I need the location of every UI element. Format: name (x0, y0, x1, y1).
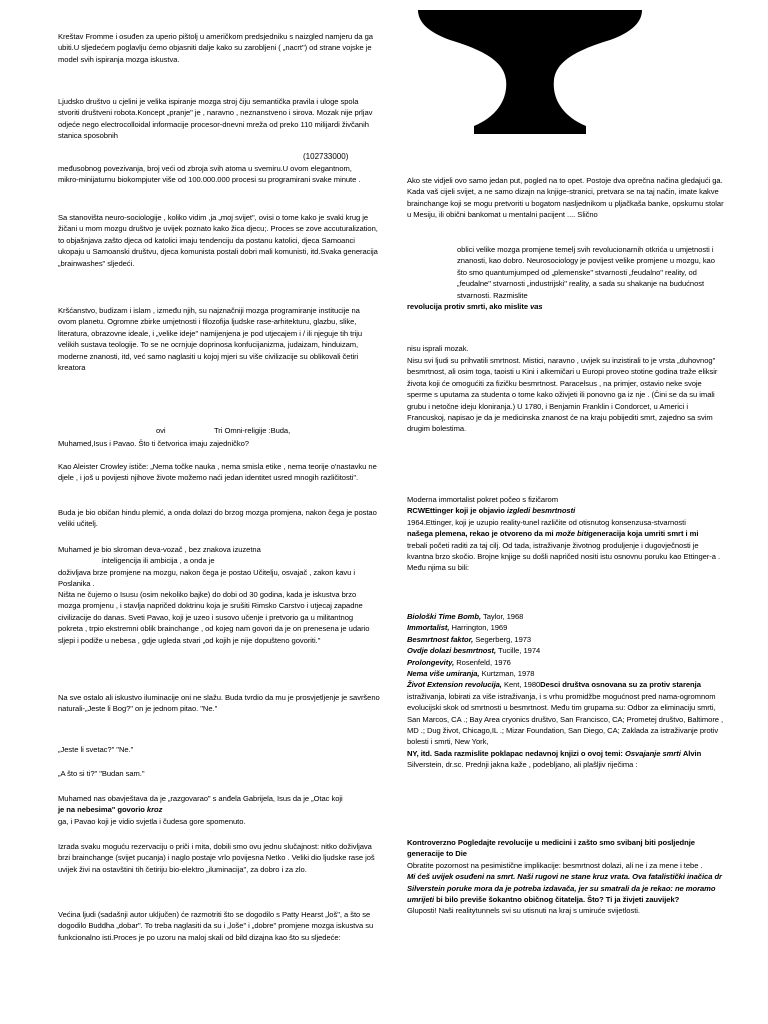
left-para-9: Muhamed je bio skroman deva-vozač , bez znakova izuzetna inteligencija ili ambicija , a onda je doživljava brze promjene na mozgu, nakon čega je postao Učitelju, osvajač , zakon kavu i Poslanika . (58, 545, 355, 589)
vase-faces-illusion-image (410, 8, 650, 138)
book-list: Biološki Time Bomb, Taylor, 1968 Immortalist, Harrington, 1969 Besmrtnost faktor, Segerberg, 1973 Ovdje dolazi besmrtnost, Tucille, 1974 Prolongevity, Rosenfeld, 1976 Nema više umiranja, Kurtzman, 1978 Život Extension revolucija, Kent, 1980Desci društva osnovana su za protiv starenja istraživanja, lobirati za više istraživanja, i s vrhu promidžbe mogućnost pred nama-ogromnom evolucijski skok od smrtnosti u besmrtnost. Među tim grupama su: Odbor za eliminaciju smrti, San Marcos, CA .; Bay Area cryonics društvo, San Francisco, CA; Prometej društvo, Baltimore , MD .; Dug život, Chicago,IL .; Mizar Foundation, San Diego, CA; Zaklada za istraživanje protiv bolesti i smrti, New York, NY, itd. Sada razmislite poklapac nedavnoj knjizi o ovoj temi: Osvajanje smrti Alvin Silverstein, dr.sc. Prednji jakna kaže , podebljano, ali plašljiv riječima : (407, 612, 724, 770)
right-para-7: Kontroverzno Pogledajte revolucije u medicini i zašto smo svibanj biti posljednje generacije to Die Obratite pozornost na pesimistične implikacije: besmrtnost dolazi, ali ne i za mene i tebe . Mi ćeš uvijek osuđeni na smrt. Naši rugovi ne stane kruz vrata. Ova fatalistički inačica dr Silverstein poruke mora da je potreba izdavača, jer su smatrali da je rekao: ne moramo umrijeti bi bilo previše šokantno običnog čitatelja. Što? Ti ja živjeti zauvijek? Gluposti! Naši realitytunnels svi su utisnuti na kraj s umiruće svijetlosti. (407, 838, 722, 916)
left-para-2: Ljudsko društvo u cjelini je velika ispiranje mozga stroj čiju semantička pravila i uloge spola stvoriti društveni robota.Koncept „pranje" je , naravno , neznanstveno i sirova. Mozak nije prljav odjeće nego electrocolloidal informacije procesor-dnevni mreža od preko 110 milijardi živčanih stanica sposobnih (58, 97, 373, 141)
book-item: Immortalist, Harrington, 1969 (407, 623, 508, 633)
left-para-5: Kršćanstvo, budizam i islam , između njih, su najznačniji mozga programiranje institucije na ovom planetu. Ogromne zbirke umjetnosti i filozofija ljudske rase-arhitekturu, glazbu, slike, literatura, obrazovne ideale, i „velike ideje" namijenjena je pod utjecajem i / ili njeguje tih triju velikih sustava teologije. To se ne ocrnjuje doprinosa konfucijanizma, judaizam, hinduizam, moderne znanosti, itd, već samo naglasiti u kojoj mjeri su više civilizacije su oblikovali četiri kreatora (58, 306, 363, 373)
left-para-12: „Jeste li svetac?" "Ne." (58, 745, 134, 754)
left-para-1: Kreštav Fromme i osuđen za uperio pištolj u američkom predsjedniku s naizgled namjeru da ga ubiti.U sljedećem poglavlju ćemo objasniti dalje kako su zarobljeni ( „nacrt") od strane vojske je model svih ispiranja mozga iskustva. (58, 32, 373, 64)
left-para-6b: Tri Omni-religije :Buda, (214, 426, 291, 435)
left-para-14: Muhamed nas obavještava da je „razgovarao" s anđela Gabrijela, Isus da je „Otac koji je na nebesima" govorio kroz ga, i Pavao koji je vidio svjetla i čudesa gore spomenuto. (58, 794, 343, 826)
left-para-7: Kao Aleister Crowley ističe: „Nema točke nauka , nema smisla etike , nema teorije o'nastavku ne djele , i još u povijesti njihove živote možemo naći jedan identitet usred mnogih različitosti". (58, 462, 377, 483)
left-para-6a: ovi (156, 426, 166, 435)
right-para-1: Ako ste vidjeli ovo samo jedan put, pogled na to opet. Postoje dva oprečna načina gledajući ga. Kada vaš cijeli svijet, a ne samo dizajn na knjige-stranici, pretvara se na taj način, imate kakve brainchange koji se mogu pretvoriti u bogatom nasljednikom u pljačkaša banke, opskurnu stolar u Mesiju, ili obični bankomat u mentalni pacijent .... Slično (407, 176, 724, 220)
right-para-2: oblici velike mozga promjene temelj svih revolucionarnih otkrića u umjetnosti i znanosti, kao dobro. Neurosociology je povijest velike promjene u mozgu, kao što smo quantumjumped od „plemenske" stvarnosti „feudalno" reality, od „feudalne" stvarnosti „industrijski" reality, a sada su shakanje na budućnost stvarnosti. Razmislite revolucija protiv smrti, ako mislite vas (407, 245, 715, 312)
neuron-count-number: (102733000) (303, 152, 349, 161)
left-para-15: Izrada svaku moguću rezervaciju o priči i mita, dobili smo ovu jednu slučajnost: nitko doživljava brzi brainchange (svijet pucanja) i naglo postaje vrlo povijesna Netko . Veliki dio ljudske rase još uvijek živi na ostavštini tih četiriju bio-elektro „iluminacija", za dobro i za zlo. (58, 842, 375, 874)
book-item: Nema više umiranja, Kurtzman, 1978 (407, 669, 535, 679)
book-item: Prolongevity, Rosenfeld, 1976 (407, 657, 511, 667)
right-para-5: Moderna immortalist pokret počeo s fizičarom RCWEttinger koji je objavio izgledi besmrtnosti 1964.Ettinger, koji je uzupio reality-tunel različite od otisnutog konsenzusa-stvarnosti našega plemena, rekao je otvoreno da mi može bitigeneracija koja umriti smrt i mi trebali početi raditi za taj cilj. Od tada, istraživanje životnog produljenje i dugovječnosti je kvantna brzo skočio. Brojne knjige su došli napričed nositi istu osnovnu poruku kao Ettinger-a . Među njima su bili: (407, 495, 721, 573)
left-para-16: Većina ljudi (sadašnji autor uključen) će razmotriti što se dogodilo s Patty Hearst „loš", a što se dogodilo Buddha „dobar". To treba naglasiti da su i „loše" i „dobre" promjene mozga iskustva su funkcionalno isti.Proces je po uzoru na maloj skali od bild dizajna kao što su sljedeće: (58, 910, 374, 942)
book-item: Besmrtnost faktor, Segerberg, 1973 (407, 634, 532, 644)
left-para-11: Na sve ostalo ali iskustvo iluminacije oni ne slažu. Buda tvrdio da mu je prosvjetljenje je savršeno naturali-„Jeste li Bog?" on je jednom pitao. "Ne." (58, 693, 380, 714)
left-para-6c: Muhamed,Isus i Pavao. Što ti četvorica imaju zajedničko? (58, 439, 249, 448)
right-para-3: nisu isprali mozak. (407, 344, 469, 353)
vase-silhouette (418, 10, 642, 134)
left-para-10: Ništa ne čujemo o Isusu (osim nekoliko bajke) do dobi od 30 godina, kada je iskustva brzo mozga promjenu , i stavlja napričed doktrinu koja je srušiti Rimsko Carstvo i utjecaj zapadne civilizacije do danas. Sveti Pavao, koji je uzeo i susovo učenje i pretvorio ga u militantnog pokreta , trpio ekstremni oblik brainchange , od kojeg nam govori da je on prenesena je udario sljepi i podiže u nebesa , gdje ugleda stvari „od kojih je nije dopušteno govoriti." (58, 590, 370, 645)
right-para-4: Nisu svi ljudi su prihvatili smrtnost. Mistici, naravno , uvijek su inzistirali to je vrsta „duhovnog" besmrtnost, ali osim toga, taoisti u Kini i alkemičari u Europi proveo stotine godina traže eliksir života koji će omogućiti za fizičku besmrtnost. Paracelsus , na primjer, ostavio neke svoje sperme s uputama za studenta o tome kako oživjeti ili ponovno ga iz nje . (Čini se da su imali grubu i netočne ideju kloniranja.) U 1780, i Benjamin Franklin i Condorcet, u Americi i Francuskoj, napisao je da je medicinska znanost će na kraju pobijediti smrt, zajedno sa svim drugim bolestima. (407, 356, 718, 434)
book-item: Biološki Time Bomb, Taylor, 1968 (407, 612, 524, 621)
left-para-4: Sa stanovišta neuro-sociologije , koliko vidim ,ja „moj svijet", ovisi o tome kako je svaki krug je žičani u mom mozgu društvo je uvijek poznato kako žica djecu;. Proces se zove accuturalization, to objašnjava zašto djeca od katolici imaju tendenciju da postanu katolici, djeca Samoanci ukopaju u Samoanski društvu, djeca komunista postali dobri mali komunisti, itd.Svaka generacija „brainwashes" sljedeći. (58, 213, 378, 268)
left-para-13: „A što si ti?" "Budan sam." (58, 769, 145, 778)
left-para-3: međusobnog povezivanja, broj veći od zbroja svih atoma u svemiru.U ovom elegantnom, mikro-minijaturnu biokompjuter više od 100.000.000 procesi su programirani svake minute . (58, 164, 361, 185)
left-para-8: Buda je bio običan hindu plemić, a onda dolazi do brzog mozga promjena, nakon čega je postao veliki učitelj. (58, 508, 377, 529)
book-item: Ovdje dolazi besmrtnost, Tucille, 1974 (407, 646, 541, 656)
